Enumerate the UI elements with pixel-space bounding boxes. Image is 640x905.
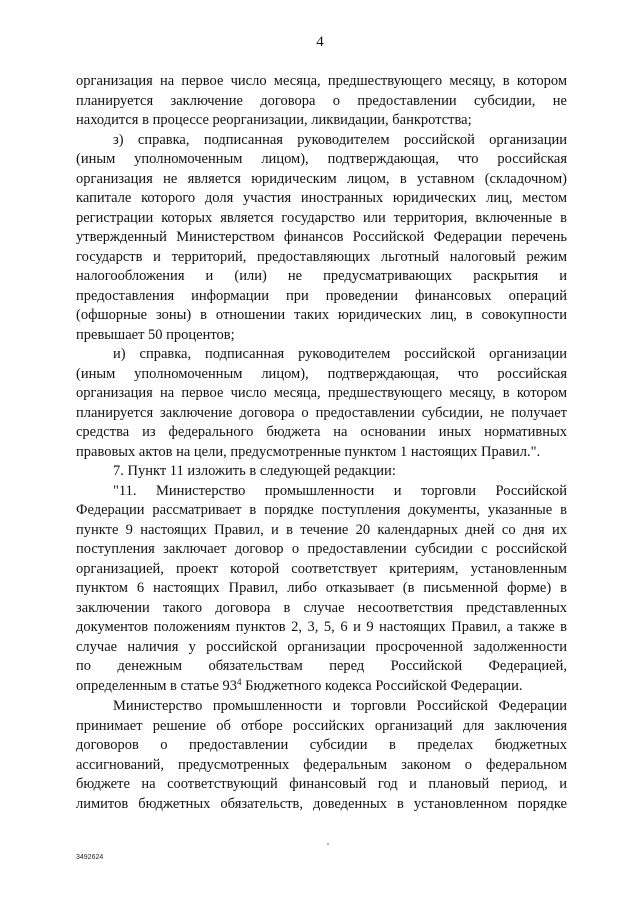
text-line: Министерство промышленности и торговли Российской Федерации (113, 698, 567, 714)
text-line: документов положениям пунктов 2, 3, 5, 6 и 9 настоящих Правил, а также в (76, 619, 567, 635)
text-line: находится в процессе реорганизации, ликвидации, банкротства; (76, 112, 472, 128)
text-line: определенным в статье $93^4$ Бюджетного кодекса Российской Федерации. (76, 676, 523, 694)
text-line: "11. Министерство промышленности и торговли Российской (113, 482, 567, 499)
text-line: предоставления информации при проведении финансовых операций (76, 287, 567, 304)
text-line: (иным уполномоченным лицом), подтверждающая, что российская (76, 365, 567, 382)
text-line: капитале которого доля участия иностранных юридических лиц, местом (76, 190, 567, 206)
scan-dot (327, 843, 329, 845)
text-line: организация на первое число месяца, предшествующего месяцу, в котором (76, 385, 567, 401)
text-line: организацией, проект которой соответствует критериям, установленным (76, 560, 567, 577)
text-line: государств и территорий, предоставляющих льготный налоговый режим (76, 248, 567, 265)
superscript: 4 (237, 676, 242, 687)
text-line: лимитов бюджетных обязательств, доведенных в установленном порядке (76, 795, 567, 812)
text-line: случае наличия у российской организации просроченной задолженности (76, 638, 567, 655)
text-line: организация не является юридическим лицом, в уставном (складочном) (76, 170, 567, 187)
text-line: договоров о предоставлении субсидии в пределах бюджетных (76, 737, 567, 753)
text-line: превышает 50 процентов; (76, 326, 235, 343)
text-line: пункте 9 настоящих Правил, и в течение 20 календарных дней со дня их (76, 521, 567, 538)
text-line: Федерации рассматривает в порядке поступления документы, указанные в (76, 502, 567, 518)
text-line: планируется заключение договора о предоставлении субсидии, не (76, 92, 567, 109)
text-line: и) справка, подписанная руководителем российской организации (113, 346, 567, 362)
text-line: планируется заключение договора о предоставлении субсидии, не получает (76, 404, 567, 421)
text-line: (иным уполномоченным лицом), подтверждающая, что российская (76, 151, 567, 167)
text-line: правовых актов на цели, предусмотренные пунктом 1 настоящих Правил.". (76, 443, 541, 460)
text-line: принимает решение об отборе российских организаций для заключения (76, 717, 567, 734)
text-line: (офшорные зоны) в отношении таких юридических лиц, в совокупности (76, 307, 567, 323)
text-line: по денежным обязательствам перед Российской Федерацией, (76, 658, 567, 674)
text-line: регистрации которых является государство или территория, включенные в (76, 209, 567, 226)
text-line: заключении такого договора в случае несоответствия представленных (76, 599, 567, 616)
text-line: утвержденный Министерством финансов Российской Федерации перечень (76, 229, 567, 245)
text-line: ассигнований, предусмотренных федеральным законом о федеральном (76, 756, 567, 773)
text-line: налогообложения и (или) не предусматривающих раскрытия и (76, 268, 567, 284)
text-line: поступления заключает договор о предоставлении субсидии с российской (76, 541, 567, 557)
text-line: пунктом 6 настоящих Правил, либо отказывает (в письменной форме) в (76, 580, 567, 596)
page-number: 4 (316, 34, 324, 50)
text-line: 7. Пункт 11 изложить в следующей редакции: (113, 463, 396, 479)
document-code: 3492624 (76, 854, 104, 861)
text-line: организация на первое число месяца, предшествующего месяцу, в котором (76, 73, 567, 89)
text-line: бюджете на соответствующий финансовый год и плановый период, и (76, 776, 567, 792)
text-line: з) справка, подписанная руководителем российской организации (113, 131, 567, 148)
text-line: средства из федерального бюджета на основании иных нормативных (76, 424, 567, 440)
